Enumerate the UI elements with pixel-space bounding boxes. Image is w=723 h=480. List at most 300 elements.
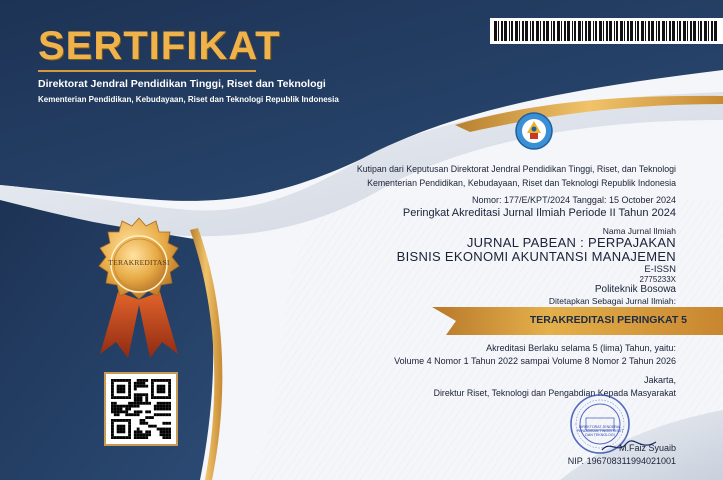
qr-module	[140, 379, 143, 382]
medal-label: TERAKREDITASI	[108, 258, 170, 267]
qr-module	[134, 382, 137, 385]
qr-module	[140, 436, 143, 439]
barcode-bar	[553, 21, 555, 41]
qr-module	[111, 388, 114, 391]
qr-module	[114, 413, 117, 416]
qr-module	[165, 396, 168, 399]
qr-module	[168, 390, 171, 393]
qr-module	[168, 430, 171, 433]
qr-module	[137, 382, 140, 385]
qr-module	[145, 396, 148, 399]
qr-module	[137, 379, 140, 382]
qr-module	[111, 382, 114, 385]
qr-module	[151, 416, 154, 419]
quote-line-2: Kementerian Pendidikan, Kebudayaan, Riset dan Teknologi Republik Indonesia	[367, 178, 676, 188]
qr-module	[117, 436, 120, 439]
barcode-bar	[564, 21, 566, 41]
barcode-bar	[698, 21, 699, 41]
stamp-text: DIREKTORAT JENDERAL PENDIDIKAN TINGGI RISET DAN TEKNOLOGI	[576, 425, 624, 437]
issuer-line-2: Kementerian Pendidikan, Kebudayaan, Riset dan Teknologi Republik Indonesia	[38, 95, 339, 104]
qr-module	[117, 408, 120, 411]
barcode-bar	[708, 21, 709, 41]
qr-module	[154, 413, 157, 416]
barcode-bar	[595, 21, 597, 41]
qr-module	[140, 399, 143, 402]
qr-module	[160, 433, 163, 436]
signer-nip: NIP. 196708311994021001	[567, 456, 676, 466]
signer-name: M.Faiz Syuaib	[618, 443, 676, 453]
qr-module	[122, 385, 125, 388]
qr-module	[122, 396, 125, 399]
barcode-bar	[620, 21, 623, 41]
qr-module	[168, 396, 171, 399]
barcode-bar	[651, 21, 654, 41]
barcode-bar	[532, 21, 534, 41]
qr-module	[142, 422, 145, 425]
qr-module	[137, 396, 140, 399]
qr-module	[162, 433, 165, 436]
qr-module	[157, 402, 160, 405]
qr-module	[145, 416, 148, 419]
journal-name-line-2: BISNIS EKONOMI AKUNTANSI MANAJEMEN	[396, 249, 676, 264]
barcode-bar	[614, 21, 615, 41]
qr-module	[134, 430, 137, 433]
qr-module	[165, 433, 168, 436]
qr-module	[111, 390, 114, 393]
qr-module	[162, 388, 165, 391]
qr-module	[145, 393, 148, 396]
qr-module	[142, 393, 145, 396]
qr-module	[162, 430, 165, 433]
qr-module	[111, 436, 114, 439]
qr-module	[111, 422, 114, 425]
qr-module	[134, 393, 137, 396]
barcode-bar	[645, 21, 646, 41]
qr-module	[145, 410, 148, 413]
barcode-bar	[714, 21, 717, 41]
qr-module	[137, 405, 140, 408]
qr-module	[168, 393, 171, 396]
barcode-bar	[635, 21, 636, 41]
barcode-bar	[641, 21, 644, 41]
qr-module	[162, 385, 165, 388]
qr-module	[157, 413, 160, 416]
qr-module	[128, 430, 131, 433]
qr-module	[125, 379, 128, 382]
qr-module	[114, 436, 117, 439]
qr-module	[111, 433, 114, 436]
qr-module	[120, 428, 123, 431]
qr-module	[165, 379, 168, 382]
qr-module	[160, 405, 163, 408]
barcode-bar	[494, 21, 497, 41]
issn-value: 2775233X	[639, 275, 676, 284]
barcode-bar	[666, 21, 667, 41]
qr-module	[148, 425, 151, 428]
qr-module	[128, 379, 131, 382]
qr-module	[134, 385, 137, 388]
barcode-bar	[624, 21, 625, 41]
barcode-bar	[509, 21, 510, 41]
qr-module	[120, 388, 123, 391]
barcode-bar	[543, 21, 545, 41]
qr-module	[134, 436, 137, 439]
qr-module	[160, 388, 163, 391]
qr-module	[114, 410, 117, 413]
qr-module	[162, 428, 165, 431]
qr-module	[125, 413, 128, 416]
qr-module	[162, 379, 165, 382]
qr-module	[142, 379, 145, 382]
barcode-bar	[704, 21, 707, 41]
qr-module	[148, 416, 151, 419]
barcode-bar	[603, 21, 604, 41]
qr-module	[168, 379, 171, 382]
decree-number: Nomor: 177/E/KPT/2024 Tanggal: 15 October 2024	[472, 195, 676, 205]
qr-module	[111, 379, 114, 382]
barcode-bar	[582, 21, 583, 41]
barcode-bar	[693, 21, 696, 41]
qr-module	[117, 410, 120, 413]
qr-module	[168, 413, 171, 416]
barcode-bar	[627, 21, 629, 41]
qr-module	[154, 396, 157, 399]
qr-module	[162, 436, 165, 439]
qr-module	[162, 396, 165, 399]
qr-module	[165, 408, 168, 411]
qr-module	[157, 408, 160, 411]
qr-module	[120, 385, 123, 388]
barcode-bar	[511, 21, 513, 41]
barcode-bar	[679, 21, 681, 41]
qr-module	[120, 390, 123, 393]
qr-module	[134, 410, 137, 413]
qr-module	[157, 390, 160, 393]
qr-module	[114, 402, 117, 405]
qr-module	[140, 396, 143, 399]
barcode-bar	[700, 21, 702, 41]
barcode-bar	[504, 21, 507, 41]
barcode-bar	[593, 21, 594, 41]
barcode-bar	[530, 21, 531, 41]
rank-label: TERAKREDITASI PERINGKAT 5	[529, 314, 687, 326]
issn-label: E-ISSN	[644, 264, 676, 275]
qr-module	[120, 436, 123, 439]
qr-module	[140, 430, 143, 433]
qr-module	[128, 402, 131, 405]
qr-module	[120, 379, 123, 382]
qr-module	[142, 419, 145, 422]
qr-module	[122, 410, 125, 413]
qr-module	[117, 430, 120, 433]
qr-module	[157, 428, 160, 431]
qr-module	[134, 402, 137, 405]
qr-module	[165, 405, 168, 408]
qr-module	[131, 413, 134, 416]
certificate-title: SERTIFIKAT	[38, 24, 281, 68]
qr-module	[148, 410, 151, 413]
qr-module	[157, 405, 160, 408]
qr-module	[117, 385, 120, 388]
qr-module	[128, 388, 131, 391]
qr-module	[114, 396, 117, 399]
qr-module	[148, 402, 151, 405]
barcode-bar	[630, 21, 633, 41]
qr-module	[148, 433, 151, 436]
barcode-bar	[711, 21, 713, 41]
qr-module	[128, 428, 131, 431]
qr-module	[140, 419, 143, 422]
qr-module	[122, 428, 125, 431]
qr-module	[117, 405, 120, 408]
qr-module	[111, 410, 114, 413]
qr-module	[111, 402, 114, 405]
qr-module	[117, 425, 120, 428]
qr-module	[122, 425, 125, 428]
qr-module	[125, 436, 128, 439]
qr-module	[125, 405, 128, 408]
qr-module	[125, 419, 128, 422]
journal-name-line-1: JURNAL PABEAN : PERPAJAKAN	[466, 235, 676, 250]
qr-module	[111, 385, 114, 388]
qr-module	[120, 410, 123, 413]
qr-module	[145, 430, 148, 433]
barcode-bar	[498, 21, 499, 41]
barcode-bar	[662, 21, 665, 41]
barcode-bar	[599, 21, 602, 41]
qr-module	[142, 402, 145, 405]
qr-module	[165, 428, 168, 431]
qr-module	[160, 396, 163, 399]
qr-module	[162, 422, 165, 425]
qr-module	[137, 433, 140, 436]
qr-module	[157, 385, 160, 388]
qr-module	[160, 390, 163, 393]
barcode-bar	[501, 21, 503, 41]
qr-module	[137, 428, 140, 431]
qr-module	[137, 410, 140, 413]
qr-module	[137, 436, 140, 439]
qr-module	[128, 436, 131, 439]
quote-line-1: Kutipan dari Keputusan Direktorat Jendral Pendidikan Tinggi, Riset, dan Teknologi	[356, 164, 676, 174]
qr-module	[160, 408, 163, 411]
qr-module	[134, 413, 137, 416]
qr-module	[122, 379, 125, 382]
accreditation-period: Peringkat Akreditasi Jurnal Ilmiah Periode II Tahun 2024	[402, 207, 676, 219]
qr-module	[117, 428, 120, 431]
designation-label: Ditetapkan Sebagai Jurnal Ilmiah:	[548, 296, 676, 306]
qr-module	[160, 430, 163, 433]
barcode-bar	[519, 21, 520, 41]
barcode-bar	[656, 21, 657, 41]
qr-module	[137, 430, 140, 433]
barcode-bar	[561, 21, 562, 41]
qr-module	[128, 390, 131, 393]
qr-module	[122, 430, 125, 433]
barcode-bar	[522, 21, 524, 41]
qr-module	[162, 390, 165, 393]
barcode-bar	[683, 21, 686, 41]
qr-module	[128, 396, 131, 399]
validity-line-2: Volume 4 Nomor 1 Tahun 2022 sampai Volume 8 Nomor 2 Tahun 2026	[394, 356, 676, 366]
qr-module	[154, 408, 157, 411]
qr-module	[168, 436, 171, 439]
barcode-bar	[687, 21, 688, 41]
qr-module	[117, 379, 120, 382]
qr-module	[162, 405, 165, 408]
qr-module	[134, 399, 137, 402]
barcode-bar	[546, 21, 549, 41]
qr-module	[111, 425, 114, 428]
qr-module	[157, 388, 160, 391]
qr-module	[154, 379, 157, 382]
qr-module	[151, 393, 154, 396]
qr-module	[111, 428, 114, 431]
qr-module	[168, 405, 171, 408]
qr-module	[142, 382, 145, 385]
qr-module	[111, 419, 114, 422]
qr-module	[117, 419, 120, 422]
qr-module	[134, 396, 137, 399]
qr-module	[134, 433, 137, 436]
qr-module	[122, 388, 125, 391]
qr-module	[151, 396, 154, 399]
qr-module	[134, 405, 137, 408]
qr-module	[165, 422, 168, 425]
barcode-bar	[551, 21, 552, 41]
validity-line-1: Akreditasi Berlaku selama 5 (lima) Tahun, yaitu:	[486, 343, 676, 353]
qr-module	[162, 413, 165, 416]
qr-module	[151, 379, 154, 382]
qr-module	[154, 425, 157, 428]
barcode-bar	[557, 21, 560, 41]
qr-module	[157, 379, 160, 382]
barcode-bar	[588, 21, 591, 41]
qr-module	[111, 396, 114, 399]
qr-module	[154, 405, 157, 408]
qr-module	[120, 396, 123, 399]
qr-module	[125, 408, 128, 411]
qr-module	[117, 388, 120, 391]
barcode-bar	[616, 21, 618, 41]
qr-module	[137, 385, 140, 388]
qr-module	[168, 422, 171, 425]
qr-module	[137, 413, 140, 416]
qr-module	[114, 419, 117, 422]
qr-code-frame	[104, 372, 178, 446]
barcode-bar	[672, 21, 675, 41]
qr-module	[160, 428, 163, 431]
qr-module	[168, 382, 171, 385]
qr-module	[128, 385, 131, 388]
qr-module	[165, 430, 168, 433]
qr-module	[120, 405, 123, 408]
qr-module	[128, 405, 131, 408]
qr-module	[160, 379, 163, 382]
qr-module	[122, 436, 125, 439]
qr-module	[165, 402, 168, 405]
barcode-bar	[578, 21, 581, 41]
qr-module	[160, 402, 163, 405]
qr-module	[114, 379, 117, 382]
qr-module	[140, 433, 143, 436]
barcode-icon	[490, 20, 723, 42]
qr-module	[111, 393, 114, 396]
qr-module	[145, 436, 148, 439]
barcode-bar	[677, 21, 678, 41]
barcode-bar	[690, 21, 692, 41]
journal-name-label: Nama Jurnal Ilmiah	[602, 226, 676, 236]
qr-module	[128, 422, 131, 425]
qr-module	[151, 388, 154, 391]
qr-module	[128, 393, 131, 396]
qr-module	[134, 388, 137, 391]
barcode-bar	[536, 21, 539, 41]
qr-module	[111, 430, 114, 433]
qr-module	[145, 385, 148, 388]
qr-module	[122, 419, 125, 422]
title-underline	[38, 70, 256, 72]
qr-module	[168, 433, 171, 436]
qr-module	[142, 385, 145, 388]
barcode-bar	[637, 21, 639, 41]
qr-module	[151, 425, 154, 428]
qr-module	[151, 382, 154, 385]
ministry-logo-icon	[514, 111, 554, 151]
qr-module	[117, 413, 120, 416]
qr-module	[165, 413, 168, 416]
barcode-bar	[606, 21, 608, 41]
barcode-bar	[572, 21, 573, 41]
qr-module	[125, 396, 128, 399]
qr-module	[145, 433, 148, 436]
qr-module	[142, 433, 145, 436]
qr-module	[120, 430, 123, 433]
qr-module	[137, 402, 140, 405]
qr-module	[111, 405, 114, 408]
qr-module	[111, 408, 114, 411]
qr-module	[145, 422, 148, 425]
barcode-bar	[525, 21, 528, 41]
qr-module	[160, 385, 163, 388]
qr-module	[122, 405, 125, 408]
qr-module	[125, 410, 128, 413]
institution-name: Politeknik Bosowa	[594, 284, 676, 295]
barcode-bar	[567, 21, 570, 41]
medal-icon	[88, 212, 190, 362]
qr-module	[117, 396, 120, 399]
qr-module	[120, 419, 123, 422]
qr-module	[165, 436, 168, 439]
barcode-bar	[609, 21, 612, 41]
qr-module	[162, 408, 165, 411]
signing-place: Jakarta,	[643, 375, 676, 385]
qr-module	[151, 385, 154, 388]
barcode-bar	[574, 21, 576, 41]
qr-module	[128, 413, 131, 416]
barcode-bar	[648, 21, 650, 41]
qr-module	[128, 433, 131, 436]
barcode-bar	[515, 21, 518, 41]
qr-module	[114, 408, 117, 411]
qr-module	[137, 393, 140, 396]
qr-module	[168, 385, 171, 388]
issuer-line-1: Direktorat Jendral Pendidikan Tinggi, Riset dan Teknologi	[38, 78, 326, 90]
qr-module	[151, 390, 154, 393]
qr-module	[140, 422, 143, 425]
barcode-bar	[658, 21, 660, 41]
qr-module	[140, 385, 143, 388]
